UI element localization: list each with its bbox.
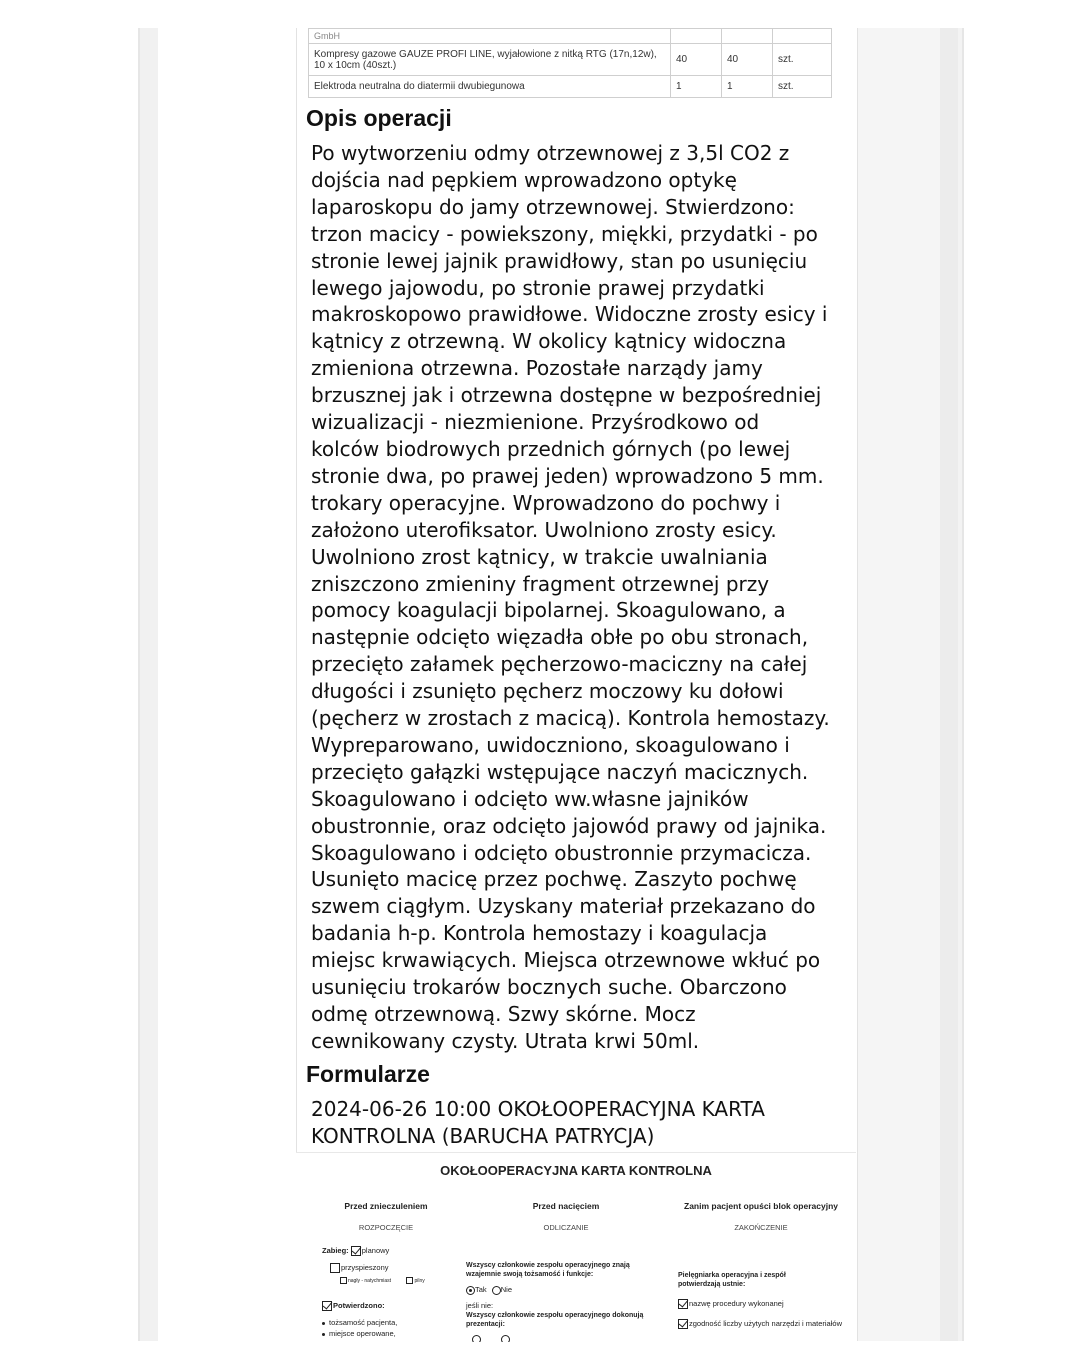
nurse-item-text: nazwę procedury wykonanej	[689, 1299, 784, 1308]
table-row	[309, 29, 832, 44]
option-przyspieszony: przyspieszony	[341, 1263, 389, 1272]
material-unit	[773, 29, 832, 44]
material-name: GmbH	[309, 29, 671, 44]
nurse-item-2	[678, 1319, 848, 1329]
column-before-anesthesia	[296, 1201, 476, 1232]
material-qty-used: 1	[722, 76, 773, 98]
option-row	[340, 1277, 425, 1286]
column-header: Przed nacięciem	[532, 1201, 600, 1211]
operation-description: Po wytworzeniu odmy otrzewnowej z 3,5l CO2 z dojścia nad pępkiem wprowadzono optykę laparoskopu do jamy otrzewnowej. Stwierdzono: trzon macicy - powiekszony, miękki, przydatki - po stronie lewej jajnik prawidłowy, stan po usunięciu lewego jajowodu, po stronie prawej przydatki makroskopowo prawidłowe. Widoczne zrosty esicy i kątnicy z otrzewną. W okolicy kątnicy widoczna zmieniona otrzewna. Pozostałe narządy jamy brzusznej jak i otrzewna dostępne w bezpośredniej wizualizacji - niezmienione. Przyśrodkowo od kolców biodrowych przednich górnych (po lewej stronie dwa, po prawej jeden) wprowadzono 5 mm. trokary operacyjne. Wprowadzono do pochwy i założono uterofiksator. Uwolniono zrosty esicy. Uwolniono zrost kątnicy, w trakcie uwalniania zniszczono zmieniny fragment otrzewnej przy pomocy koagulacji bipolarnej. Skoagulowano, a następnie odcięto więzadła obłe po obu stronach, przecięto załamek pęcherzowo-maciczny na całej długości i zsunięto pęcherz moczowy ku dołowi (pęcherz w zrostach z macicą). Kontrola hemostazy. Wypreparowano, uwidoczniono, skoagulowano i przecięto gałązki wstępujące naczyń macicznych. Skoagulowano i odcięto ww.własne jajników obustronnie, oraz odcięto jajowód prawy od jajnika. Skoagulowano i odcięto obustronnie przymacicza. Usunięto macicę przez pochwę. Zaszyto pochwę szwem ciągłym. Uzyskany materiał przekazano do badania h-p. Kontrola hemostazy i koagulacja miejsc krwawiących. Miejsca otrzewnowe wkłuć po usunięciu trokarów bocznych suche. Obarczono odmę otrzewnową. Szwy skórne. Mocz cewnikowany czysty. Utrata krwi 50ml.	[311, 141, 830, 1053]
material-qty-planned: 1	[671, 76, 722, 98]
team-answer-row	[466, 1285, 512, 1295]
checkbox-icon[interactable]	[330, 1263, 340, 1273]
option-planowy: planowy	[361, 1246, 390, 1255]
section-title-forms: Formularze	[306, 1061, 430, 1087]
confirmed-bullet	[322, 1329, 396, 1338]
checkbox-checked-icon[interactable]	[322, 1301, 332, 1311]
team-question-2: Wszyscy członkowie zespołu operacyjnego dokonują prezentacji:	[466, 1312, 644, 1328]
material-qty-used	[722, 29, 773, 44]
materials-table	[308, 28, 832, 98]
page-margin-left	[140, 28, 158, 1341]
bullet-icon	[322, 1322, 325, 1325]
page-margin-right	[858, 28, 940, 1341]
material-qty-used: 40	[722, 44, 773, 76]
radio-icon[interactable]	[472, 1335, 481, 1342]
confirmed-label: Potwierdzono:	[333, 1301, 385, 1310]
nurse-item-1	[678, 1299, 784, 1309]
option-pilny: pilny	[414, 1278, 425, 1284]
checkbox-icon[interactable]	[340, 1277, 347, 1284]
option-nie: Nie	[500, 1285, 513, 1294]
radio-selected-icon[interactable]	[466, 1286, 475, 1295]
column-subheader: ZAKOŃCZENIE	[734, 1223, 788, 1232]
material-unit: szt.	[773, 44, 832, 76]
checkbox-checked-icon[interactable]	[678, 1299, 688, 1309]
radio-icon[interactable]	[501, 1335, 510, 1342]
material-name: Kompresy gazowe GAUZE PROFI LINE, wyjałowione z nitką RTG (17n,12w), 10 x 10cm (40szt.)	[309, 44, 671, 76]
option-row	[330, 1263, 389, 1273]
bullet-icon	[322, 1333, 325, 1336]
column-header: Zanim pacjent opuści blok operacyjny	[684, 1201, 838, 1211]
material-unit: szt.	[773, 76, 832, 98]
column-subheader: ROZPOCZĘCIE	[358, 1223, 414, 1232]
material-qty-planned: 40	[671, 44, 722, 76]
table-row	[309, 44, 832, 76]
option-tak: Tak	[475, 1285, 487, 1294]
form-entry-link[interactable]: 2024-06-26 10:00 OKOŁOOPERACYJNA KARTA KONTROLNA (BARUCHA PATRYCJA)	[311, 1097, 765, 1148]
checkbox-icon[interactable]	[406, 1277, 413, 1284]
bullet-text: tożsamość pacjenta,	[329, 1318, 398, 1327]
page-edge-right	[940, 28, 958, 1341]
if-not-label: jeśli nie:	[466, 1301, 494, 1310]
confirmed-bullet	[322, 1318, 397, 1327]
column-header: Przed znieczuleniem	[344, 1201, 428, 1211]
column-before-leaving	[666, 1201, 856, 1232]
column-before-incision	[476, 1201, 656, 1232]
zabieg-label: Zabieg:	[322, 1246, 349, 1255]
checklist-form-image	[296, 1152, 856, 1342]
material-name: Elektroda neutralna do diatermii dwubiegunowa	[309, 76, 671, 98]
checkbox-checked-icon[interactable]	[678, 1319, 688, 1329]
zabieg-row	[322, 1246, 389, 1256]
team-answer-row-2	[472, 1334, 510, 1342]
column-subheader: ODLICZANIE	[543, 1223, 589, 1232]
team-question-1: Wszyscy członkowie zespołu operacyjnego znają wzajemnie swoją tożsamość i funkcje:	[466, 1262, 630, 1278]
section-title-operation: Opis operacji	[306, 105, 452, 131]
confirmed-row	[322, 1301, 385, 1311]
checklist-title: OKOŁOOPERACYJNA KARTA KONTROLNA	[440, 1163, 712, 1178]
nurse-item-text: zgodność liczby użytych narzędzi i materiałów	[689, 1319, 842, 1328]
bullet-text: miejsce operowane,	[329, 1329, 396, 1338]
table-row	[309, 76, 832, 98]
option-nagly: nagły - natychmiast	[348, 1278, 392, 1284]
radio-icon[interactable]	[492, 1286, 501, 1295]
nurse-question: Pielęgniarka operacyjna i zespół potwierdzają ustnie:	[678, 1272, 786, 1288]
checkbox-checked-icon[interactable]	[351, 1246, 361, 1256]
material-qty-planned	[671, 29, 722, 44]
